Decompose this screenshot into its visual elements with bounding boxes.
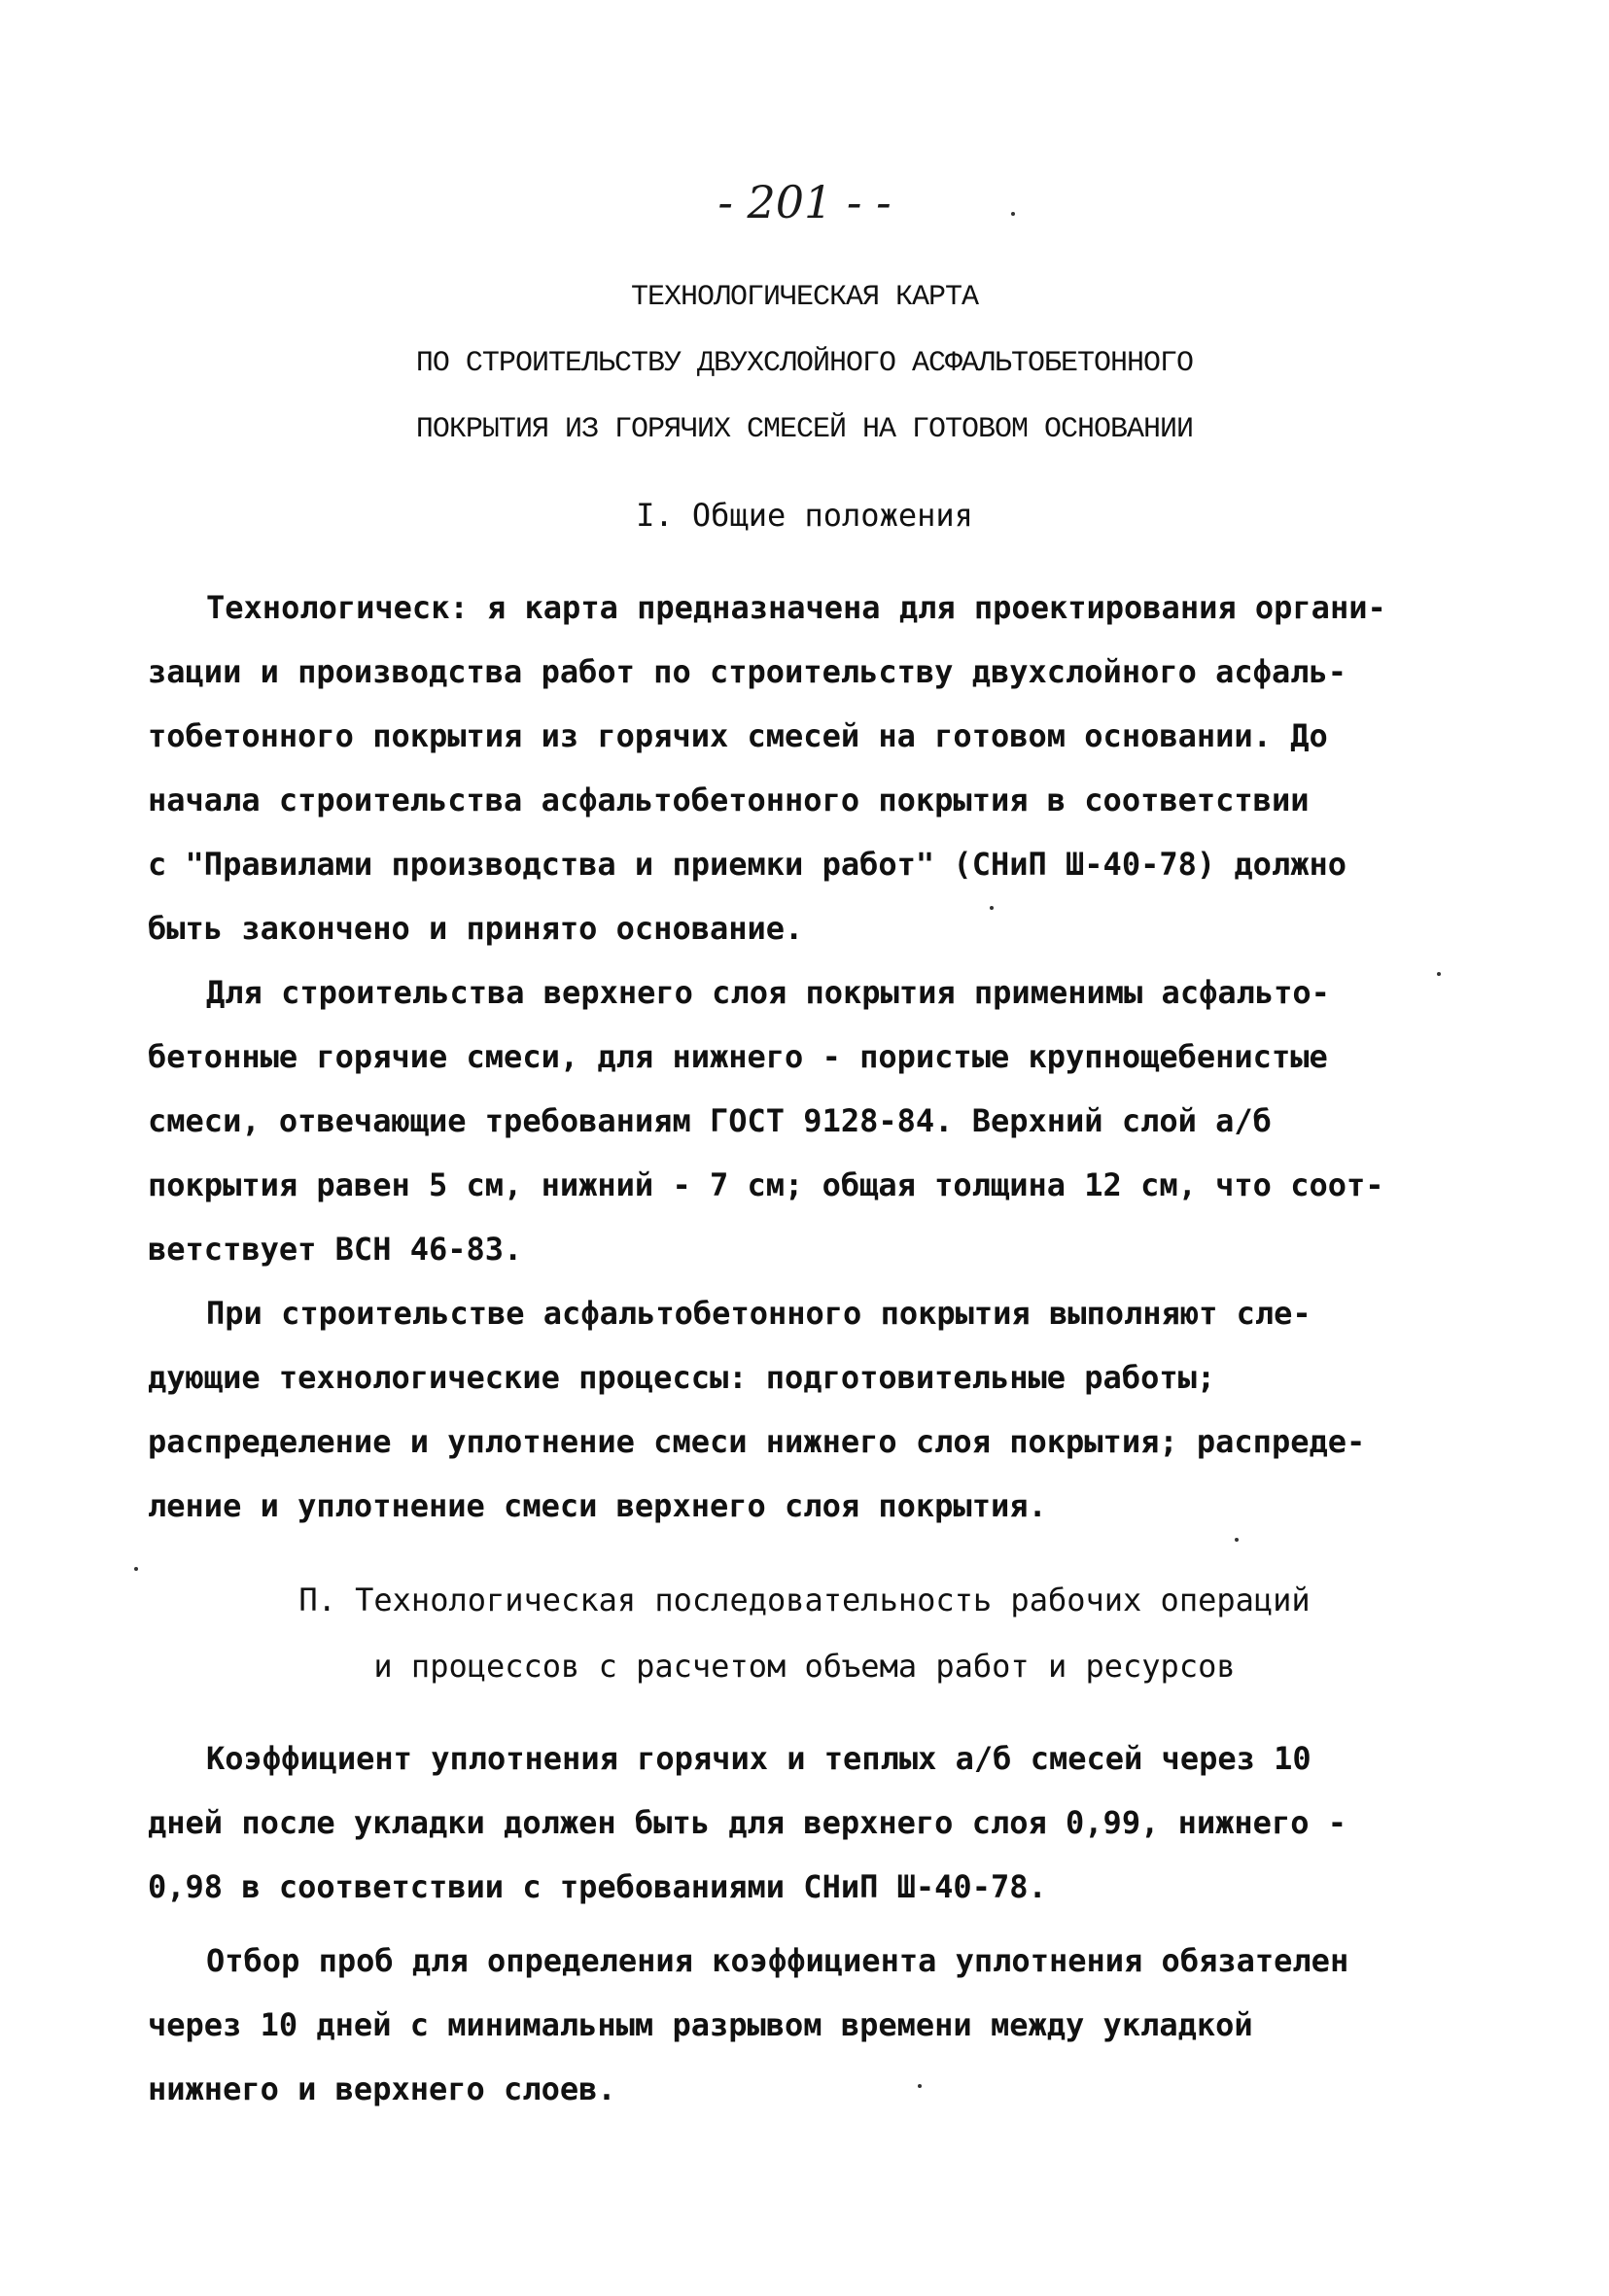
section-1-paragraph-2 bbox=[148, 960, 1441, 1281]
title-line: ТЕХНОЛОГИЧЕСКАЯ КАРТА bbox=[630, 281, 979, 314]
title-line: ПО СТРОИТЕЛЬСТВУ ДВУХСЛОЙНОГО АСФАЛЬТОБЕТОННОГО bbox=[415, 347, 1194, 380]
paragraph-line: начала строительства асфальтобетонного покрытия в соответствии bbox=[148, 782, 1310, 818]
section-2-paragraph-1 bbox=[148, 1726, 1441, 1919]
document-title bbox=[0, 264, 1609, 463]
paragraph-line: с "Правилами производства и приемки работ" (СНиП Ш-40-78) должно bbox=[148, 846, 1347, 883]
paragraph-line: Отбор проб для определения коэффициента уплотнения обязателен bbox=[206, 1942, 1349, 1979]
paragraph-line: Технологическ: я карта предназначена для проектирования органи- bbox=[206, 589, 1386, 626]
section-1-paragraph-3 bbox=[148, 1281, 1441, 1538]
paragraph-line: дней после укладки должен быть для верхнего слоя 0,99, нижнего - bbox=[148, 1804, 1347, 1841]
section-1-heading bbox=[0, 482, 1609, 548]
paragraph-line: быть закончено и принято основание. bbox=[148, 910, 804, 947]
scan-speck bbox=[1011, 212, 1015, 216]
paragraph-line: Для строительства верхнего слоя покрытия применимы асфальто- bbox=[206, 974, 1330, 1011]
paragraph-line: через 10 дней с минимальным разрывом времени между укладкой bbox=[148, 2006, 1253, 2043]
paragraph-line: Коэффициент уплотнения горячих и теплых а/б смесей через 10 bbox=[206, 1740, 1312, 1777]
section-2-heading-line: П. Технологическая последовательность рабочих операций bbox=[298, 1582, 1311, 1618]
paragraph-line: зации и производства работ по строительству двухслойного асфаль- bbox=[148, 653, 1347, 690]
title-line: ПОКРЫТИЯ ИЗ ГОРЯЧИХ СМЕСЕЙ НА ГОТОВОМ ОСНОВАНИИ bbox=[415, 413, 1194, 446]
section-1-paragraph-1 bbox=[148, 575, 1441, 960]
page-number: - 201 - - bbox=[717, 176, 892, 228]
scan-speck bbox=[990, 906, 994, 910]
paragraph-line: При строительстве асфальтобетонного покрытия выполняют сле- bbox=[206, 1295, 1312, 1332]
section-2-paragraph-2 bbox=[148, 1929, 1441, 2121]
paragraph-line: 0,98 в соответствии с требованиями СНиП Ш-40-78. bbox=[148, 1868, 1047, 1905]
paragraph-line: тобетонного покрытия из горячих смесей на готовом основании. До bbox=[148, 717, 1328, 754]
paragraph-line: дующие технологические процессы: подготовительные работы; bbox=[148, 1359, 1216, 1396]
paragraph-line: распределение и уплотнение смеси нижнего слоя покрытия; распреде- bbox=[148, 1423, 1366, 1460]
paragraph-line: покрытия равен 5 см, нижний - 7 см; общая толщина 12 см, что соот- bbox=[148, 1166, 1384, 1203]
paragraph-line: смеси, отвечающие требованиям ГОСТ 9128-84. Верхний слой а/б bbox=[148, 1102, 1272, 1139]
section-2-heading bbox=[0, 1567, 1609, 1699]
paragraph-line: бетонные горячие смеси, для нижнего - пористые крупнощебенистые bbox=[148, 1038, 1328, 1075]
section-1-heading-text: I. Общие положения bbox=[636, 497, 973, 534]
scan-speck bbox=[134, 1567, 138, 1571]
paragraph-line: ление и уплотнение смеси верхнего слоя покрытия. bbox=[148, 1487, 1047, 1524]
scan-speck bbox=[918, 2084, 922, 2088]
scan-speck bbox=[1235, 1538, 1239, 1542]
section-2-heading-line: и процессов с расчетом объема работ и ресурсов bbox=[373, 1648, 1236, 1685]
paragraph-line: нижнего и верхнего слоев. bbox=[148, 2070, 616, 2107]
scan-speck bbox=[1437, 972, 1441, 976]
paragraph-line: ветствует ВСН 46-83. bbox=[148, 1231, 523, 1268]
